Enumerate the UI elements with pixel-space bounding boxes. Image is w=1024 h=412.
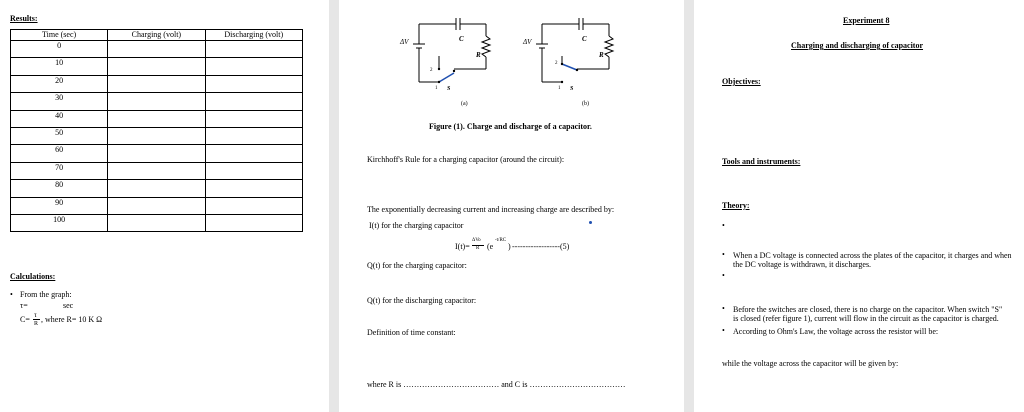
charging-cell[interactable] xyxy=(108,162,205,179)
kirchhoff-text: Kirchhoff's Rule for a charging capacitor (around the circuit): xyxy=(367,155,565,164)
table-row xyxy=(11,41,303,58)
discharging-cell[interactable] xyxy=(205,145,302,162)
s-label-b: S xyxy=(570,86,574,92)
discharging-cell[interactable] xyxy=(205,110,302,127)
c-where: , where R= 10 K Ω xyxy=(41,315,103,324)
discharging-cell[interactable] xyxy=(205,180,302,197)
tau-unit: sec xyxy=(63,301,74,310)
time-cell: 80 xyxy=(11,180,108,197)
time-cell: 0 xyxy=(11,41,108,58)
col-time-header: Time (sec) xyxy=(11,30,108,41)
from-graph-text: From the graph: xyxy=(20,290,72,299)
c-label-a: C xyxy=(459,35,464,43)
dv-label-b: ΔV xyxy=(523,38,532,46)
formula-denominator: R xyxy=(476,246,480,251)
charging-cell[interactable] xyxy=(108,93,205,110)
discharging-cell[interactable] xyxy=(205,93,302,110)
circuit-a-diagram xyxy=(399,14,509,94)
discharging-cell[interactable] xyxy=(205,197,302,214)
c-numerator: τ xyxy=(34,311,37,319)
q-charging-text: Q(t) for the charging capacitor: xyxy=(367,261,467,270)
table-row xyxy=(11,180,303,197)
where-r-text: where R is ……………………………… and C is ……………………………… xyxy=(367,380,626,389)
table-row xyxy=(11,145,303,162)
dv-label-a: ΔV xyxy=(400,38,409,46)
bullet-icon: • xyxy=(722,250,725,259)
bullet-icon: • xyxy=(10,290,13,299)
time-cell: 40 xyxy=(11,110,108,127)
formula-exp: (e xyxy=(487,242,494,251)
s-label-a: S xyxy=(447,86,451,92)
time-cell: 60 xyxy=(11,145,108,162)
page-results xyxy=(0,0,329,412)
theory-ohm-line: According to Ohm's Law, the voltage across the resistor will be: xyxy=(733,327,939,336)
bullet-icon: • xyxy=(722,326,725,335)
while-voltage-text: while the voltage across the capacitor will be given by: xyxy=(722,359,899,368)
bullet-icon: • xyxy=(722,221,725,230)
q-discharging-text: Q(t) for the discharging capacitor: xyxy=(367,296,477,305)
discharging-cell[interactable] xyxy=(205,75,302,92)
charging-cell[interactable] xyxy=(108,214,205,231)
table-row xyxy=(11,58,303,75)
bullet-icon: • xyxy=(722,271,725,280)
discharging-cell[interactable] xyxy=(205,162,302,179)
time-constant-text: Definition of time constant: xyxy=(367,328,456,337)
time-cell: 100 xyxy=(11,214,108,231)
table-row xyxy=(11,197,303,214)
experiment-subtitle: Charging and discharging of capacitor xyxy=(791,41,924,50)
c-prefix: C= xyxy=(20,315,30,324)
formula-numerator: ΔVo xyxy=(472,238,481,243)
c-label-b: C xyxy=(582,35,587,43)
caption-a: (a) xyxy=(461,101,468,107)
theory-dc-line-1: When a DC voltage is connected across the plates of the capacitor, it charges and when xyxy=(733,251,1012,260)
formula-close: ) xyxy=(508,242,511,251)
discharging-cell[interactable] xyxy=(205,41,302,58)
discharging-cell[interactable] xyxy=(205,58,302,75)
pos-1-label-b: 1 xyxy=(558,86,561,91)
experiment-title: Experiment 8 xyxy=(843,16,890,25)
pos-1-label-a: 1 xyxy=(435,86,438,91)
page-experiment xyxy=(694,0,1024,412)
time-cell: 10 xyxy=(11,58,108,75)
discharging-cell[interactable] xyxy=(205,127,302,144)
tools-heading: Tools and instruments: xyxy=(722,157,801,166)
bullet-icon: • xyxy=(722,304,725,313)
exponential-text: The exponentially decreasing current and increasing charge are described by: xyxy=(367,205,615,214)
pos-2-label-b: 2 xyxy=(555,61,558,66)
table-row xyxy=(11,75,303,92)
formula-exponent: -t/RC xyxy=(495,238,507,243)
objectives-heading: Objectives: xyxy=(722,77,761,86)
results-table xyxy=(10,29,303,232)
table-row xyxy=(11,110,303,127)
charging-cell[interactable] xyxy=(108,110,205,127)
theory-dc-line-2: the DC voltage is withdrawn, it discharges. xyxy=(733,260,872,269)
r-label-a: R xyxy=(476,51,481,59)
time-cell: 90 xyxy=(11,197,108,214)
col-discharging-header: Discharging (volt) xyxy=(205,30,302,41)
r-label-b: R xyxy=(599,51,604,59)
col-charging-header: Charging (volt) xyxy=(108,30,205,41)
page-figure xyxy=(339,0,684,412)
table-row xyxy=(11,214,303,231)
tau-label: τ= xyxy=(20,301,28,310)
charging-cell[interactable] xyxy=(108,127,205,144)
charging-cell[interactable] xyxy=(108,75,205,92)
results-heading: Results: xyxy=(10,14,38,23)
discharging-cell[interactable] xyxy=(205,214,302,231)
formula-ref: ------------------(5) xyxy=(512,242,570,251)
formula-i: I(t)= xyxy=(455,242,470,251)
theory-heading: Theory: xyxy=(722,201,750,210)
charging-cell[interactable] xyxy=(108,197,205,214)
circuit-b-diagram xyxy=(522,14,632,94)
c-denominator: R xyxy=(34,321,39,327)
charging-cell[interactable] xyxy=(108,58,205,75)
charging-cell[interactable] xyxy=(108,180,205,197)
figure-caption: Figure (1). Charge and discharge of a capacitor. xyxy=(429,122,592,131)
time-cell: 50 xyxy=(11,127,108,144)
time-cell: 30 xyxy=(11,93,108,110)
time-cell: 20 xyxy=(11,75,108,92)
charging-cell[interactable] xyxy=(108,145,205,162)
table-row xyxy=(11,162,303,179)
pos-2-label-a: 2 xyxy=(430,68,433,73)
table-row xyxy=(11,93,303,110)
time-cell: 70 xyxy=(11,162,108,179)
theory-switch-line-2: is closed (refer figure 1), current will flow in the circuit as the capacitor is charged. xyxy=(733,314,999,323)
table-row xyxy=(11,127,303,144)
blue-dot-marker xyxy=(589,221,592,224)
i-charging-text: I(t) for the charging capacitor xyxy=(369,221,464,230)
charging-cell[interactable] xyxy=(108,41,205,58)
calculations-heading: Calculations: xyxy=(10,272,56,281)
caption-b: (b) xyxy=(582,101,589,107)
theory-switch-line-1: Before the switches are closed, there is no charge on the capacitor. When switch "S" xyxy=(733,305,1003,314)
